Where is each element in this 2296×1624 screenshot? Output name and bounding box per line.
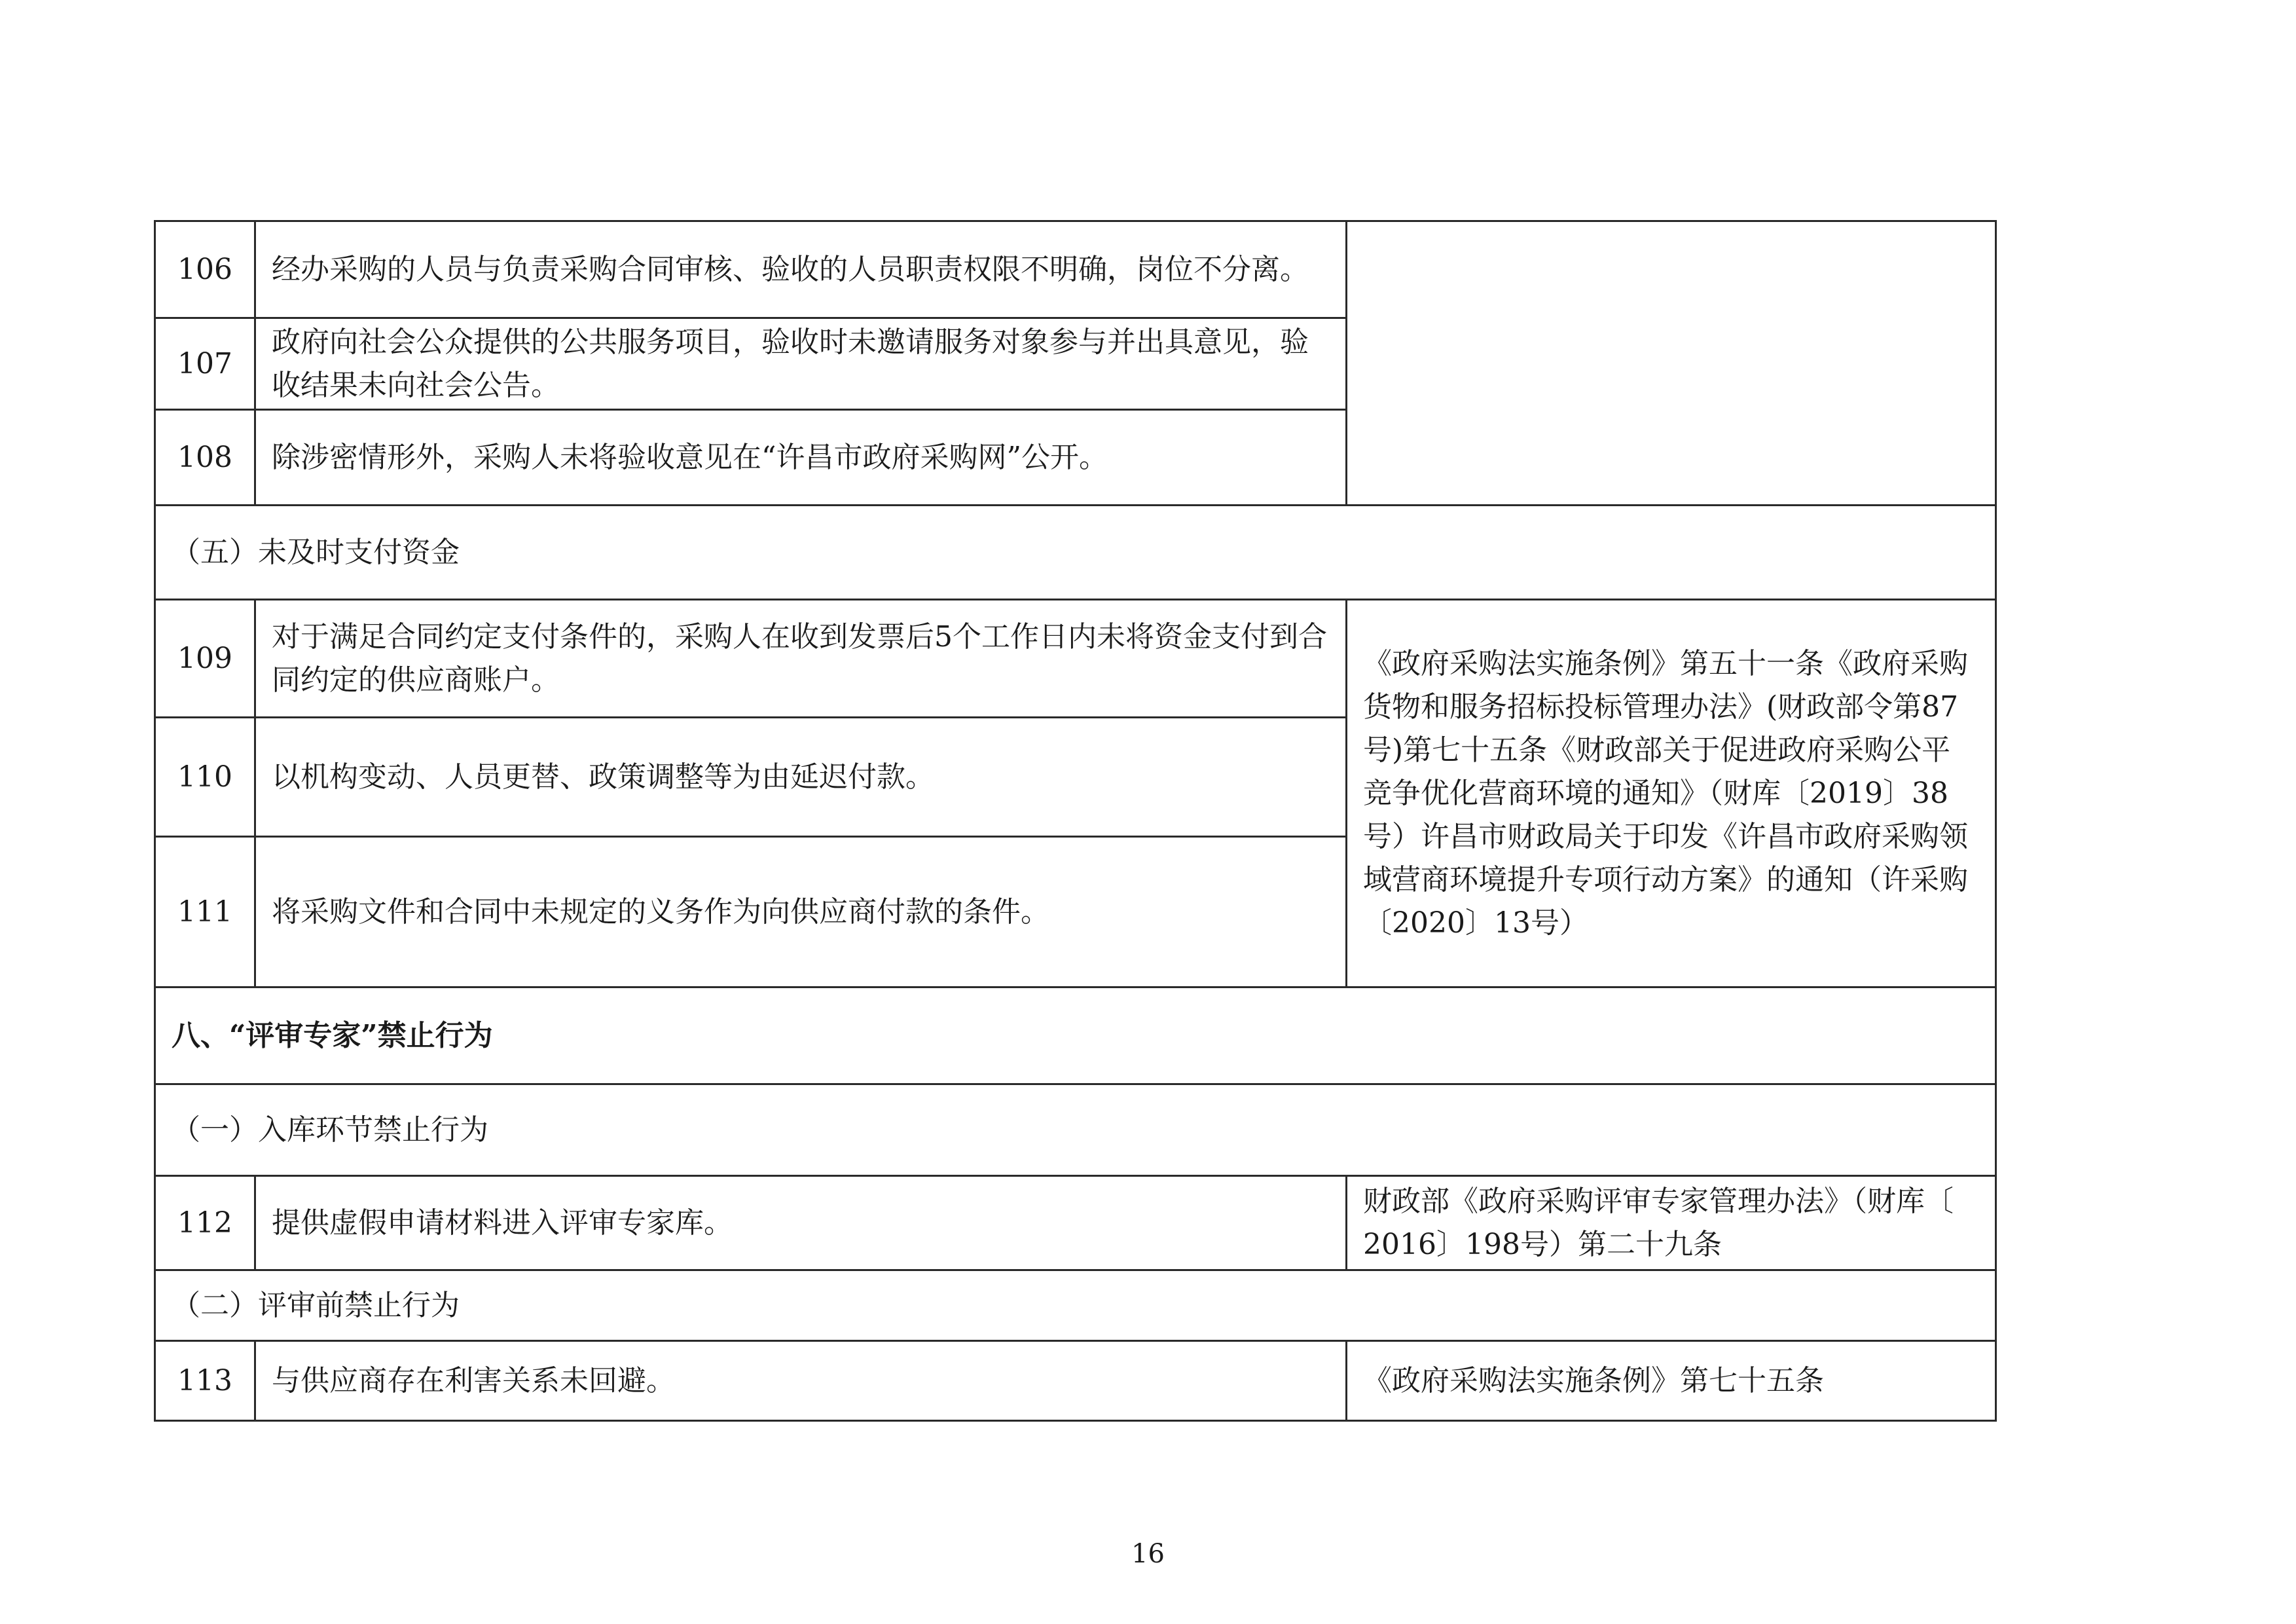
- page-number: 16: [1131, 1539, 1165, 1569]
- chapter-row: [155, 987, 1996, 1084]
- row-number: 113: [155, 1341, 255, 1421]
- row-text: 与供应商存在利害关系未回避。: [255, 1341, 1347, 1421]
- chapter-title: 八、“评审专家”禁止行为: [155, 987, 1996, 1084]
- table-row: [155, 1176, 1996, 1270]
- row-text: 经办采购的人员与负责采购合同审核、验收的人员职责权限不明确，岗位不分离。: [255, 221, 1347, 318]
- section-row: [155, 1270, 1996, 1341]
- section-title: （二）评审前禁止行为: [155, 1270, 1996, 1341]
- table-row: [155, 221, 1996, 318]
- section-title: （一）入库环节禁止行为: [155, 1084, 1996, 1176]
- section-title: （五）未及时支付资金: [155, 506, 1996, 600]
- row-number: 109: [155, 600, 255, 718]
- regulation-table: [154, 220, 1997, 1422]
- row-number: 111: [155, 837, 255, 987]
- row-text: 提供虚假申请材料进入评审专家库。: [255, 1176, 1347, 1270]
- row-number: 110: [155, 718, 255, 837]
- row-number: 112: [155, 1176, 255, 1270]
- row-text: 除涉密情形外，采购人未将验收意见在“许昌市政府采购网”公开。: [255, 410, 1347, 506]
- legal-basis: 《政府采购法实施条例》第五十一条《政府采购货物和服务招标投标管理办法》(财政部令第87号)第七十五条《财政部关于促进政府采购公平竞争优化营商环境的通知》（财库〔2019〕38号）许昌市财政局关于印发《许昌市政府采购领域营商环境提升专项行动方案》的通知（许采购〔2020〕13号）: [1347, 600, 1996, 987]
- table-row: [155, 1341, 1996, 1421]
- row-number: 106: [155, 221, 255, 318]
- row-text: 对于满足合同约定支付条件的，采购人在收到发票后5个工作日内未将资金支付到合同约定的供应商账户。: [255, 600, 1347, 718]
- row-text: 政府向社会公众提供的公共服务项目，验收时未邀请服务对象参与并出具意见，验收结果未向社会公告。: [255, 318, 1347, 410]
- row-text: 以机构变动、人员更替、政策调整等为由延迟付款。: [255, 718, 1347, 837]
- section-row: [155, 506, 1996, 600]
- legal-basis: 《政府采购法实施条例》第七十五条: [1347, 1341, 1996, 1421]
- row-number: 107: [155, 318, 255, 410]
- legal-basis: 财政部《政府采购评审专家管理办法》（财库〔 2016〕198号）第二十九条: [1347, 1176, 1996, 1270]
- basis-cell-empty: [1347, 221, 1996, 506]
- row-text: 将采购文件和合同中未规定的义务作为向供应商付款的条件。: [255, 837, 1347, 987]
- row-number: 108: [155, 410, 255, 506]
- table-row: [155, 600, 1996, 718]
- section-row: [155, 1084, 1996, 1176]
